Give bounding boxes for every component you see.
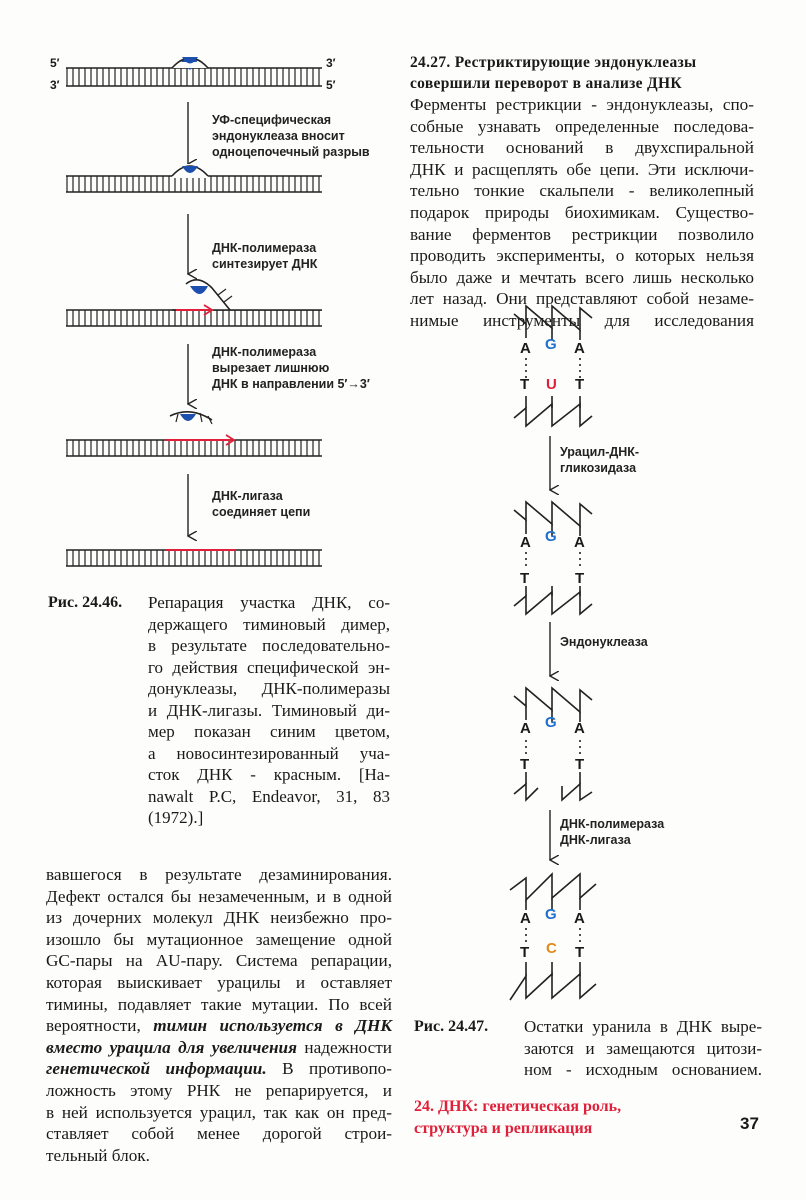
three-prime-label: 3′: [326, 56, 336, 70]
step-label: Эндонуклеаза: [560, 635, 648, 649]
dna-segment-gapped: [514, 688, 592, 800]
base-letter: A: [520, 534, 531, 551]
five-prime-label: 5′: [326, 78, 336, 92]
base-letter: A: [520, 910, 531, 927]
section-text: Ферменты рестрикции - эндонуклеазы, спо- собные узнавать определенные последова- тельности оснований в двухспиральной ДНК и расщеплять обе цепи. Эти исключи- тельно тонкие скальпели - великолепный подарок природы биохимикам. Существо- вание ферментов рестрикции позволило проводить эксперименты, о которых нельзя было даже и мечтать всего лишь несколько лет назад. Они представляют собой незаме- нимые инструменты для исследования: [410, 95, 754, 330]
chapter-title: 24. ДНК: генетическая роль, структура и репликация: [414, 1098, 622, 1137]
base-letter: A: [520, 340, 531, 357]
dna-segment-with-uracil: [514, 306, 592, 426]
figure-caption: Остатки уранила в ДНК выре- заются и замещаются цитози- ном - исходным основанием.: [524, 1017, 762, 1079]
base-letter: G: [545, 336, 557, 353]
base-letter: T: [520, 570, 530, 587]
base-letter: G: [545, 906, 557, 923]
step-label: Урацил-ДНК- гликозидаза: [560, 445, 640, 475]
base-letter: T: [520, 756, 530, 773]
page-number: 37: [740, 1114, 759, 1133]
figure-caption: Репарация участка ДНК, со- держащего тиминовый димер, в результате последовательно- го действия специфической эн- донуклеазы, ДНК-полимеразы и ДНК-лигазы. Тиминовый ди- мер показан синим цветом, а новосинтезированный уча- сток ДНК - красным. [Ha- nawalt P.C, Endeavor, 31, 83 (1972).]: [148, 593, 390, 827]
base-letter: T: [575, 944, 585, 961]
base-letter: A: [520, 720, 531, 737]
dna-duplex-synthesis: [66, 280, 330, 326]
base-letter: A: [574, 340, 585, 357]
step-label: ДНК-полимераза синтезирует ДНК: [212, 241, 318, 271]
base-letter: T: [575, 756, 585, 773]
base-letter: A: [574, 720, 585, 737]
base-letter: U: [546, 376, 557, 393]
base-letter: C: [546, 940, 557, 957]
base-letter: T: [520, 376, 530, 393]
dna-segment-repaired: [510, 874, 596, 1000]
base-letter: A: [574, 534, 585, 551]
section-heading: 24.27. Рестриктирующие эндонуклеазы совершили переворот в анализе ДНК: [410, 54, 697, 92]
base-letter: T: [520, 944, 530, 961]
five-prime-label: 5′: [50, 56, 60, 70]
step-label: ДНК-лигаза соединяет цепи: [212, 489, 311, 519]
figure-label: Рис. 24.46.: [48, 594, 123, 611]
step-label: ДНК-полимераза вырезает лишнюю ДНК в направлении 5′→3′: [212, 345, 370, 391]
dna-duplex-excision: [66, 412, 322, 456]
step-label: ДНК-полимераза ДНК-лигаза: [560, 817, 665, 847]
base-letter: G: [545, 528, 557, 545]
figure-label: Рис. 24.47.: [414, 1018, 489, 1035]
base-letter: T: [575, 570, 585, 587]
dna-duplex-nicked: [66, 164, 322, 192]
dna-segment-abasic-site: [514, 502, 592, 614]
base-letter: G: [545, 714, 557, 731]
base-letter: A: [574, 910, 585, 927]
dna-duplex-repaired: [66, 550, 322, 566]
base-letter: T: [575, 376, 585, 393]
step-label: УФ-специфическая эндонуклеаза вносит одноцепочечный разрыв: [212, 113, 370, 159]
dna-duplex-with-dimer: [66, 57, 322, 86]
body-text-left: вавшегося в результате дезаминирования. Дефект остался бы незамеченным, и в одной из дочерних молекул ДНК неизбежно про- изошло бы мутационное замещение одной GC-пары на AU-пару. Система репарации, которая выискивает урацилы и оставляет тимины, подавляет такие мутации. По всей вероятности, тимин используется в ДНК вместо урацила для увеличения надежности генетической информации. В противопо- ложность этому РНК не репарируется, и в ней используется урацил, так как он пред- ставляет собой менее дорогой строи- тельный блок.: [46, 865, 393, 1165]
three-prime-label: 3′: [50, 78, 60, 92]
